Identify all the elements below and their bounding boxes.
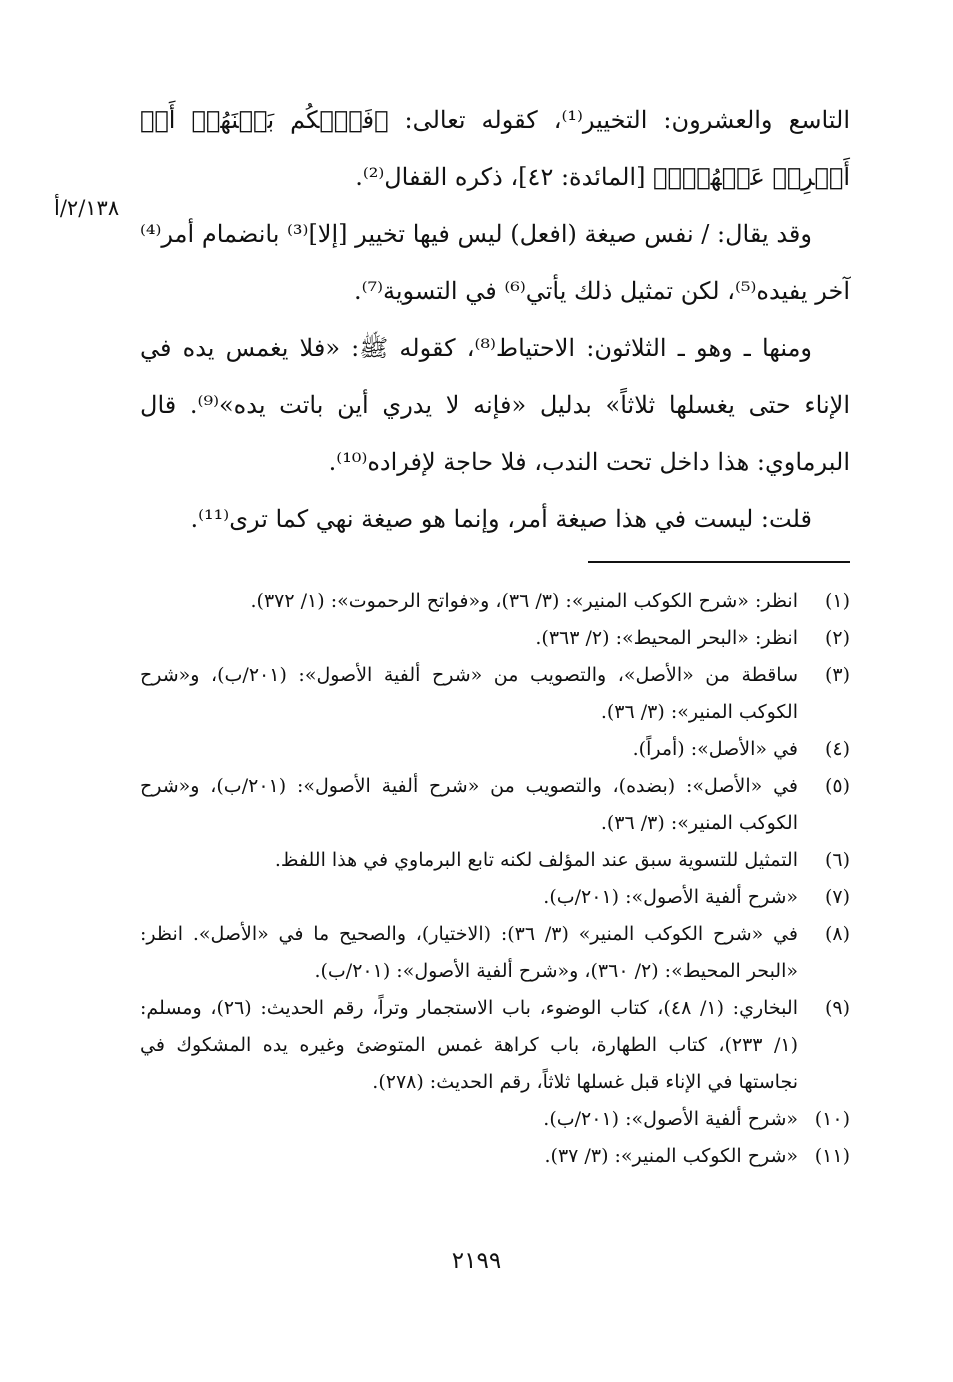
main-text	[140, 92, 850, 548]
footnote-item	[140, 731, 850, 768]
paragraph-takhyir: التاسع والعشرون: التخيير⁽¹⁾، كقوله تعالى: ﴿فَٱحۡكُم بَيۡنَهُمۡ أَوۡ أَعۡرِضۡ عَنۡهُمۡۖ﴾ [المائدة: ٤٢]، ذكره القفال⁽²⁾.	[140, 106, 850, 191]
footnote-number: (٧)	[824, 886, 850, 908]
footnote-text: «شرح ألفية الأصول»: (٢٠١/ب).	[543, 886, 798, 908]
footnote-number: (١)	[824, 590, 850, 612]
paragraph-sighat-if-al: وقد يقال: / نفس صيغة (افعل) ليس فيها تخيير [إلا]⁽³⁾ بانضمام أمر⁽⁴⁾ آخر يفيده⁽⁵⁾، لكن تمثيل ذلك يأتي⁽⁶⁾ في التسوية⁽⁷⁾.	[140, 220, 850, 305]
footnote-text: في «شرح الكوكب المنير» (٣/ ٣٦): (الاختيار)، والصحيح ما في «الأصل». انظر: «البحر المحيط»: (٢/ ٣٦٠)، و«شرح ألفية الأصول»: (٢٠١/ب).	[140, 923, 798, 982]
footnote-number: (١١)	[814, 1145, 850, 1167]
footnote-text: في «الأصل»: (أمراً).	[632, 738, 798, 760]
footnote-text: في «الأصل»: (بضده)، والتصويب من «شرح ألفية الأصول»: (٢٠١/ب)، و«شرح الكوكب المنير»: (٣/ ٣٦).	[140, 775, 799, 834]
footnote-item	[140, 1101, 850, 1138]
footnote-item	[140, 768, 850, 842]
footnote-number: (٤)	[824, 738, 850, 760]
footnote-number: (٥)	[824, 775, 850, 797]
footnote-number: (٦)	[824, 849, 850, 871]
footnote-number: (١٠)	[814, 1108, 850, 1130]
footnote-separator	[588, 561, 850, 563]
footnotes	[140, 583, 850, 1175]
footnote-number: (٢)	[824, 627, 850, 649]
footnote-item	[140, 620, 850, 657]
manuscript-folio-reference: ٢/١٣٨/أ	[54, 196, 120, 220]
footnote-text: انظر: «البحر المحيط»: (٢/ ٣٦٣).	[535, 627, 798, 649]
footnote-item	[140, 990, 850, 1101]
footnote-number: (٣)	[824, 664, 850, 686]
footnote-text: ساقطة من «الأصل»، والتصويب من «شرح ألفية الأصول»: (٢٠١/ب)، و«شرح الكوكب المنير»: (٣/ ٣٦).	[140, 664, 799, 723]
footnote-number: (٨)	[824, 923, 850, 945]
footnote-item	[140, 1138, 850, 1175]
footnote-item	[140, 657, 850, 731]
footnote-item	[140, 842, 850, 879]
footnote-number: (٩)	[824, 997, 850, 1019]
footnote-text: «شرح الكوكب المنير»: (٣/ ٣٧).	[544, 1145, 798, 1167]
paragraph-qultu: قلت: ليست في هذا صيغة أمر، وإنما هو صيغة نهي كما ترى⁽¹¹⁾.	[190, 505, 812, 533]
page-number: ٢١٩٩	[451, 1248, 502, 1274]
footnote-item	[140, 916, 850, 990]
footnote-text: «شرح ألفية الأصول»: (٢٠١/ب).	[543, 1108, 798, 1130]
footnote-text: البخاري: (١/ ٤٨)، كتاب الوضوء، باب الاستجمار وتراً، رقم الحديث: (٢٦)، ومسلم: (١/ ٢٣٣)، كتاب الطهارة، باب كراهة غمس المتوضئ وغيره يده المشكوك في نجاستها في الإناء قبل غسلها ثلاثاً، رقم الحديث: (٢٧٨).	[140, 997, 798, 1093]
footnote-item	[140, 879, 850, 916]
paragraph-ihtiyat: ومنها ـ وهو ـ الثلاثون: الاحتياط⁽⁸⁾، كقوله ﷺ: «فلا يغمس يده في الإناء حتى يغسلها ثلاثاً» بدليل «فإنه لا يدري أين باتت يده»⁽⁹⁾. قال البرماوي: هذا داخل تحت الندب، فلا حاجة لإفراده⁽¹⁰⁾.	[140, 334, 850, 476]
footnote-text: التمثيل للتسوية سبق عند المؤلف لكنه تابع البرماوي في هذا اللفظ.	[274, 849, 798, 871]
footnote-item	[140, 583, 850, 620]
footnote-text: انظر: «شرح الكوكب المنير»: (٣/ ٣٦)، و«فواتح الرحموت»: (١/ ٣٧٢).	[250, 590, 798, 612]
